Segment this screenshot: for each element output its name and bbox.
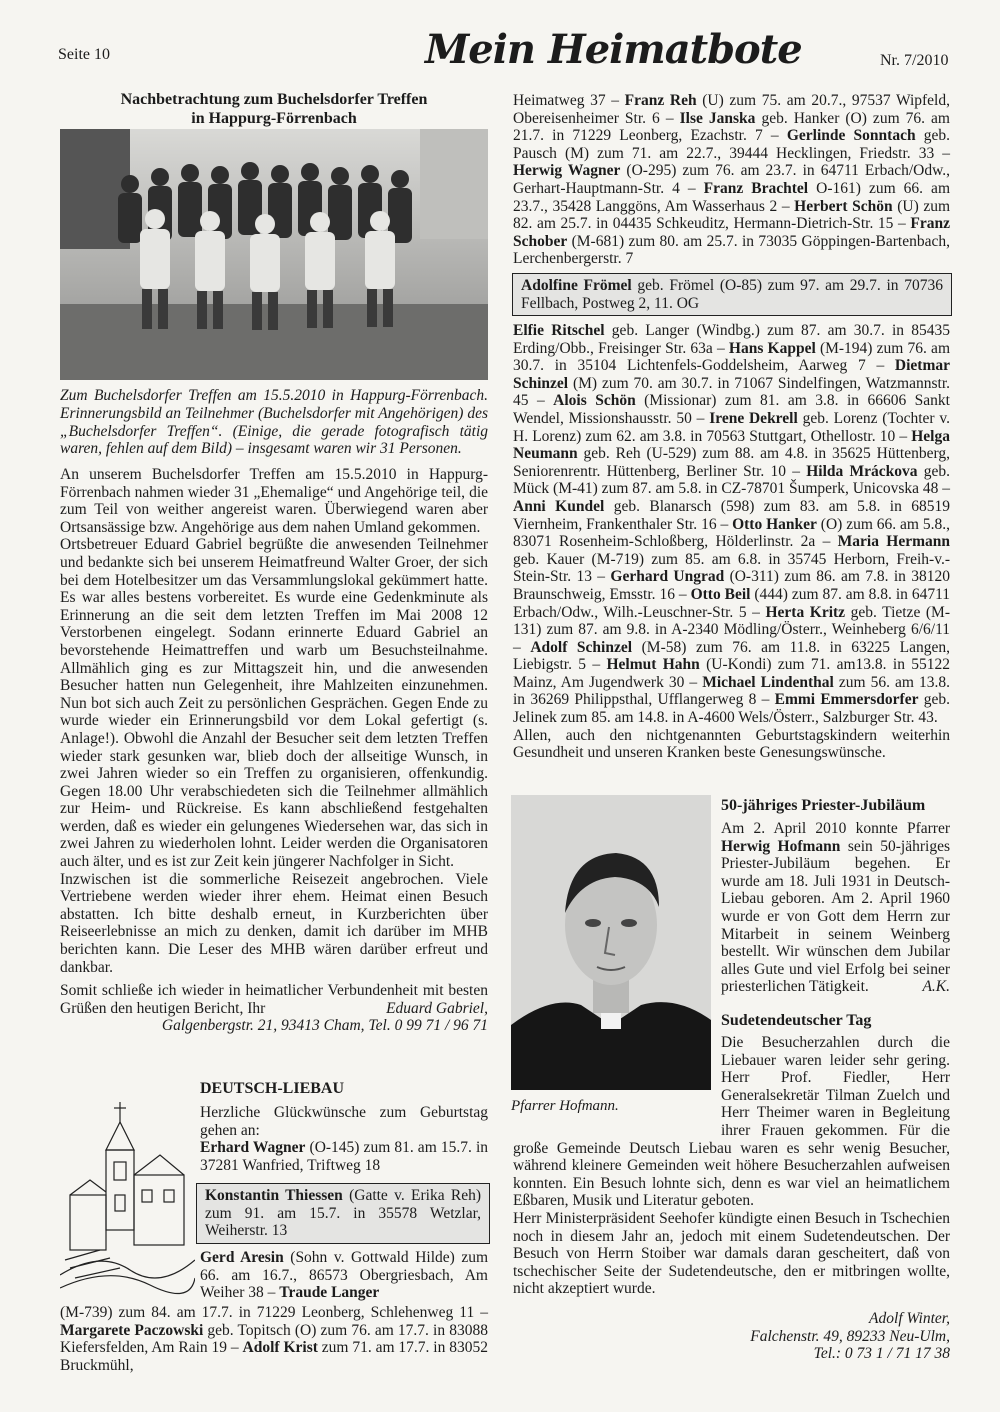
person-name: Herbert Schön — [794, 197, 893, 215]
person-name: Herta Kritz — [765, 603, 846, 621]
priest-article-body — [721, 820, 950, 996]
signature-address: Falchenstr. 49, 89233 Neu-Ulm, — [750, 1327, 950, 1345]
person-name: Erhard Wagner — [200, 1139, 306, 1157]
article-title — [60, 90, 488, 128]
closing-text: Somit schließe ich wieder in heimatlicher Verbundenheit mit besten Grüßen den heutigen Bericht, Ihr — [60, 982, 488, 1017]
sudeten-paragraph-1: Die Besucherzahlen durch die Liebauer waren leider sehr gering. Herr Prof. Fiedler, Herr Generalsekretär Tilman Zuelch und Herr Theimer waren in Begleitung ihrer Frauen gekommen. Für die große Gemeinde Deutsch Liebau waren es sehr wenig Besucher, während kleinere Gemeinden weit höhere Besucherzahlen aufweisen konnten. Ein Besuch lohnte sich, denn es war viel an heimatlichem Eßbaren, Musik und Literatur geboten. — [513, 1034, 950, 1210]
birthday-details: geb. Jelinek zum 85. am 14.8. in A-4600 Wels/Österr., Salzburger Str. 43. — [513, 691, 950, 727]
birthday-details: (U) zum 75. am 20.7., 97537 Wipfeld, Obereisenheimer Str. 6 – — [513, 92, 950, 127]
wrap-spacer — [513, 1034, 721, 1122]
priest-article-title: 50-jähriges Priester-Jubiläum — [721, 797, 926, 814]
birthday-details: (444) zum 87. am 8.8. in 64711 Erbach/Odw., Wilh.-Leuschner-Str. 5 – — [513, 585, 950, 621]
birthday-details: (M-194) zum 76. am 30.7. in 35104 Lichtenfels-Goddelsheim, Aarweg 7 – — [513, 339, 950, 375]
person-name: Maria Hermann — [837, 533, 950, 551]
birthday-details: (U) zum 82. am 25.7. in 04435 Schkeuditz, Hermann-Dietrich-Str. 15 – — [513, 197, 951, 233]
birthday-details: geb. Topitsch (O) zum 76. am 17.7. in 83088 Kiefersfelden, Am Rain 19 – — [60, 1321, 488, 1357]
person-name: Herwig Hofmann — [721, 837, 841, 855]
birthday-details: geb. Tietze (M-131) zum 87. am 9.8. in A-2340 Mödling/Österr., Weinheberg 6/6/11 – — [513, 603, 950, 656]
page-number: Seite 10 — [58, 46, 110, 63]
birthday-details: geb. Hanker (O) zum 76. am 21.7. in 71229 Leonberg, Ezachstr. 7 – — [513, 109, 950, 145]
birthday-entries-continued — [60, 1304, 488, 1374]
birthday-details: O-161) zum 66. am 23.7., 35428 Langgöns, Am Wasserhaus 2 – — [513, 179, 950, 215]
birthday-details: geb. Blanarsch (598) zum 83. am 5.8. in 68519 Viernheim, Frankenthaler Str. 16 – — [513, 497, 950, 533]
highlight-box-thiessen — [196, 1183, 490, 1244]
person-name: Franz Reh — [624, 92, 697, 109]
church-drawing-icon — [60, 1100, 195, 1295]
birthday-details: geb. Langer (Windbg.) zum 87. am 30.7. in 85435 Erding/Obb., Freisinger Str. 63a – — [513, 322, 950, 357]
sudeten-article-body — [513, 1034, 950, 1363]
birthday-details: (M-58) zum 76. am 11.8. in 63225 Langen, Liebigstr. 5 – — [513, 638, 950, 674]
person-name: Adolfine Frömel — [521, 277, 632, 294]
person-name: Elfie Ritschel — [513, 322, 605, 339]
person-name: Helmut Hahn — [606, 656, 700, 674]
birthday-details: zum 56. am 13.8. in 36269 Philippsthal, Ufflangerweg 8 – — [513, 673, 950, 709]
photo-caption: Zum Buchelsdorfer Treffen am 15.5.2010 in Happurg-Förrenbach. Erinnerungsbild an Teilnehmer (Buchelsdorfer mit Angehörigen) des „Buchelsdorfer Treffen“. (Einige, die gerade fotografisch tätig waren, fehlen auf dem Bild) – insgesamt waren wir 31 Personen. — [60, 387, 488, 458]
birthday-details: geb. Lorenz (Tochter v. H. Lorenz) zum 62. am 3.8. in 70563 Stuttgart, Othellostr. 10 – — [513, 409, 950, 445]
birthday-details: geb. Reh (U-529) zum 88. am 4.8. in 35625 Hüttenberg, Seniorenrentr. Hüttenberg, Berliner Str. 10 – — [513, 445, 950, 480]
birthday-entry — [200, 1139, 488, 1174]
person-name: Michael Lindenthal — [702, 673, 834, 691]
signature-address: Galgenbergstr. 21, 93413 Cham, Tel. 0 99 71 / 96 71 — [161, 1017, 488, 1035]
birthday-details: (M) zum 70. am 30.7. in 71067 Sindelfingen, Watzmannstr. 45 – — [513, 374, 950, 410]
person-name: Adolf Schinzel — [530, 638, 633, 656]
liebau-intro-block — [200, 1104, 488, 1174]
closing-wishes: Allen, auch den nichtgenannten Geburtstagskindern weiterhin Gesundheit und unseren Kranken beste Genesungswünsche. — [513, 726, 950, 762]
person-name: Emmi Emmersdorfer — [774, 691, 919, 709]
issue-number: Nr. 7/2010 — [880, 52, 949, 69]
person-name: Adolf Krist — [242, 1339, 318, 1357]
masthead-title: Mein Heimatbote — [425, 26, 802, 73]
article-body — [60, 466, 488, 1035]
person-name: Hans Kappel — [728, 339, 816, 357]
person-name: Franz Schober — [513, 215, 950, 250]
signature-phone: Tel.: 0 73 1 / 71 17 38 — [813, 1345, 950, 1363]
person-name: Hilda Mráckova — [806, 462, 918, 480]
church-sketch — [60, 1100, 195, 1295]
birthday-details: geb. Frömel (O-85) zum 97. am 29.7. in 70736 Fellbach, Postweg 2, 11. OG — [521, 277, 943, 312]
priest-text: Am 2. April 2010 konnte Pfarrer — [721, 820, 950, 837]
person-name: Dietmar Schinzel — [513, 357, 950, 392]
person-name: Gerhard Ungrad — [610, 568, 725, 586]
highlight-box-froemel — [512, 273, 952, 316]
group-photo — [60, 129, 488, 380]
person-name: Irene Dekrell — [709, 409, 798, 427]
person-name: Gerlinde Sonntach — [786, 127, 916, 145]
person-name: Anni Kundel — [513, 497, 605, 515]
person-name: Margarete Paczowski — [60, 1321, 204, 1339]
birthday-entry-aresin — [200, 1249, 488, 1302]
birthday-list-part1 — [513, 92, 950, 268]
signature-block — [513, 1310, 950, 1363]
person-name: Ilse Janska — [679, 109, 756, 127]
birthday-details: (O-295) zum 76. am 23.7. in 64711 Erbach/Odw., Gerhart-Hauptmann-Str. 4 – — [513, 162, 951, 197]
person-name: Otto Hanker — [732, 515, 817, 533]
person-name: Traude Langer — [279, 1284, 380, 1302]
birthday-details: zum 71. am 17.7. in 83052 Bruckmühl, — [60, 1339, 488, 1374]
birthday-details: Heimatweg 37 – — [513, 92, 625, 109]
person-name: Gerd Aresin — [200, 1249, 284, 1266]
person-name: Herwig Wagner — [513, 162, 621, 180]
signature-name: Adolf Winter, — [869, 1309, 950, 1327]
birthday-details: (O) zum 66. am 5.8., 83071 Rosenheim-Schloßberg, Hölderlinstr. 2a – — [513, 515, 950, 551]
group-photo-image — [60, 129, 488, 380]
birthday-details: geb. Kauer (M-719) zum 85. am 6.8. in 35745 Herborn, Freih-v.-Stein-Str. 13 – — [513, 550, 950, 586]
article-title-line2: in Happurg-Förrenbach — [191, 110, 357, 127]
birthday-details: geb. Mück (M-41) zum 87. am 5.8. in CZ-78701 Šumperk, Unicovska 48 – — [513, 462, 950, 498]
priest-text: sein 50-jähriges Priester-Jubiläum begehen. Er wurde am 18. Juli 1931 in Deutsch-Liebau geboren. Am 2. April 1960 wurde er von Gott dem Herrn zur Mitarbeit in seinem Weinberg bestellt. Wir wünschen dem Jubilar alles Gute und viel Erfolg bei seiner priesterlichen Tätigkeit. — [721, 837, 950, 996]
birthday-details: (M-739) zum 84. am 17.7. in 71229 Leonberg, Schlehenweg 11 – — [60, 1304, 488, 1321]
birthday-details: (M-681) zum 80. am 25.7. in 73035 Göppingen-Bartenbach, Lerchenbergerstr. 7 — [513, 232, 950, 268]
person-name: Otto Beil — [690, 585, 751, 603]
article-paragraph-3: Inzwischen ist die sommerliche Reisezeit angebrochen. Viele Vertriebene werden wieder ihrer ehem. Heimat einen Besuch abstatten. Ich bitte deshalb erneut, in Kurzberichten über Reiseerlebnisse an mich zu denken, damit ich darüber im MHB berichten kann. Die Leser des MHB wären darüber erfreut und dankbar. — [60, 870, 488, 976]
article-title-line1: Nachbetrachtung zum Buchelsdorfer Treffen — [120, 91, 428, 108]
section-title-liebau: DEUTSCH-LIEBAU — [200, 1080, 345, 1097]
liebau-intro: Herzliche Glückwünsche zum Geburtstag gehen an: — [200, 1104, 488, 1139]
article-paragraph-2: Ortsbetreuer Eduard Gabriel begrüßte die anwesenden Teilnehmer und bedankte sich bei unserem Heimatfreund Walter Groer, der sich bei dem Hotelbesitzer um das Versammlungslokal gekümmert hatte. Es war alles bestens vorbereitet. Es wurde eine Gedenkminute als Erinnerung an die seit dem letzten Treffen im Mai 2008 12 Verstorbenen eingelegt. Sodann erinnerte Eduard Gabriel an bevorstehende Heimattreffen und warb um Besuchsteilnahme. Allmählich ging es zur Mittagszeit hin, und die anwesenden Besucher hatten nun Gelegenheit, ihre Mahlzeiten einzunehmen. Nun bot sich auch Zeit zu persönlichen Gesprächen. Gegen Ende zu wurde wieder ein Erinnerungsbild vor dem Lokal gefertigt (s. Anlage!). Obwohl die Anzahl der Besucher seit dem letzten Treffen wieder stark gesunken war, blieb doch der allseitige Wunsch, in zwei Jahren wieder so ein Treffen zu organisieren, offenkundig. Gegen 18.00 Uhr verabschiedeten sich die Teilnehmer allmählich zur Heim- und Rückreise. Es kann abschließend festgehalten werden, daß es wieder ein gelungenes Wiedersehen war, das sich in zwei Jahren zu wiederholen lohnt. Leider werden die Organisatoren auch älter, und es ist zur Zeit kein jüngerer Nachfolger in Sicht. — [60, 536, 488, 871]
article-paragraph-1: An unserem Buchelsdorfer Treffen am 15.5.2010 in Happurg-Förrenbach nahmen wieder 31 „Ehemalige“ und Angehörige teil, die zum Teil von weither angereist waren. Überwiegend waren aber Ortsansässige bzw. Angehörige aus dem nahen Umland gekommen. — [60, 466, 488, 536]
birthday-details: geb. Pausch (M) zum 71. am 22.7., 39444 Hecklingen, Friedstr. 33 – — [513, 127, 950, 162]
person-name: Helga Neumann — [513, 427, 950, 463]
birthday-details: (Gatte v. Erika Reh) zum 91. am 15.7. in 35578 Wetzlar, Weiherstr. 13 — [205, 1187, 481, 1240]
birthday-list-part2 — [513, 322, 950, 762]
sudeten-article-title: Sudetendeutscher Tag — [721, 1012, 872, 1029]
birthday-details: (O-145) zum 81. am 15.7. in 37281 Wanfried, Triftweg 18 — [200, 1139, 488, 1174]
signature-name: Eduard Gabriel, — [386, 999, 488, 1017]
person-name: Konstantin Thiessen — [205, 1187, 343, 1204]
author-initials: A.K. — [922, 978, 950, 996]
article-paragraph-4 — [60, 982, 488, 1017]
birthday-details: (O-311) zum 86. am 7.8. in 38120 Braunschweig, Emsstr. 16 – — [513, 568, 950, 603]
person-name: Alois Schön — [553, 392, 636, 410]
priest-photo-caption: Pfarrer Hofmann. — [511, 1098, 619, 1114]
birthday-details: (Sohn v. Gottwald Hilde) zum 66. am 16.7., 86573 Obergriesbach, Am Weiher 38 – — [200, 1249, 489, 1302]
birthday-details: (U-Kondi) zum 71. am13.8. in 55122 Mainz, Am Jugendwerk 30 – — [513, 656, 951, 691]
birthday-details: (Missionar) zum 81. am 3.8. in 66606 Sankt Wendel, Missionshausstr. 50 – — [513, 392, 950, 427]
sudeten-paragraph-2: Herr Ministerpräsident Seehofer kündigte einen Besuch in Tschechien noch in diesem Jahr an, jedoch mit einem Sudetendeutschen. Der Besuch von Herrn Stoiber war damals daran gescheitert, daß von tschechischer Seite der Sudetendeutsche, den er mitbringen wollte, nicht akzeptiert wurde. — [513, 1209, 950, 1298]
person-name: Franz Brachtel — [703, 179, 809, 197]
